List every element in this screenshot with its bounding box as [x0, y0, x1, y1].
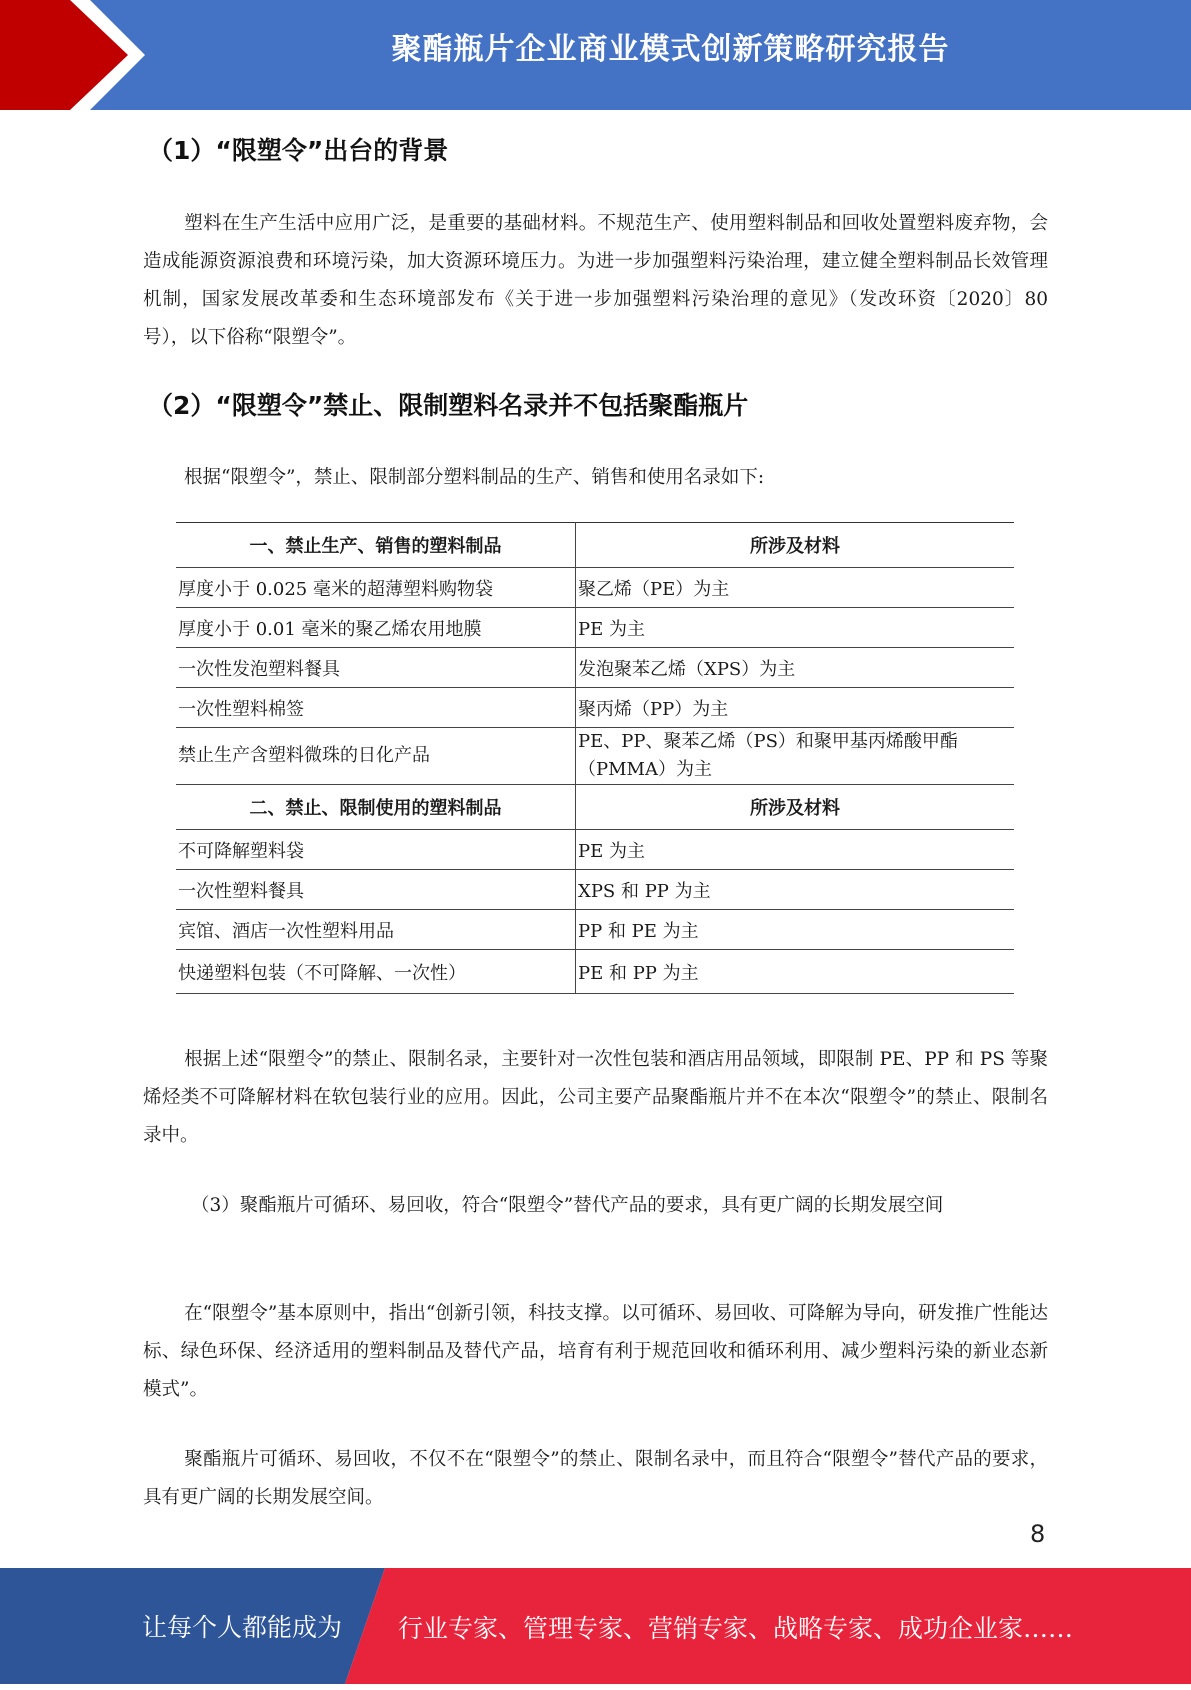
- section2-intro-text: 根据“限塑令”，禁止、限制部分塑料制品的生产、销售和使用名录如下:: [184, 467, 765, 488]
- table-row: [176, 648, 1014, 688]
- table-header-row: [176, 785, 1014, 830]
- report-title: 聚酯瓶片企业商业模式创新策略研究报告: [391, 32, 950, 67]
- footer-slogan-right: 行业专家、管理专家、营销专家、战略专家、成功企业家……: [398, 1614, 1074, 1643]
- table-cell: 厚度小于 0.01 毫米的聚乙烯农用地膜: [176, 608, 576, 648]
- footer-slogan-left: 让每个人都能成为: [142, 1613, 343, 1642]
- analysis-paragraph: [143, 1041, 1048, 1155]
- table-cell: 聚丙烯（PP）为主: [576, 688, 1015, 728]
- table-row: [176, 608, 1014, 648]
- table-cell: PE、PP、聚苯乙烯（PS）和聚甲基丙烯酸甲酯（PMMA）为主: [576, 728, 1015, 785]
- table-cell: 厚度小于 0.025 毫米的超薄塑料购物袋: [176, 568, 576, 608]
- page-number: 8: [1030, 1520, 1046, 1548]
- table-cell: XPS 和 PP 为主: [576, 870, 1015, 910]
- section3-heading-text: （3）聚酯瓶片可循环、易回收，符合“限塑令”替代产品的要求，具有更广阔的长期发展空间: [191, 1195, 944, 1216]
- table-cell: 禁止生产含塑料微珠的日化产品: [176, 728, 576, 785]
- table-cell: 聚乙烯（PE）为主: [576, 568, 1015, 608]
- section1-heading: （1）“限塑令”出台的背景: [148, 136, 449, 165]
- table-cell: PE 为主: [576, 830, 1015, 870]
- table-row: [176, 950, 1014, 994]
- table-row: [176, 830, 1014, 870]
- table-row: [176, 870, 1014, 910]
- section3-heading: [143, 1187, 1048, 1225]
- table-cell: 发泡聚苯乙烯（XPS）为主: [576, 648, 1015, 688]
- section2-intro: [143, 459, 1048, 497]
- section1-paragraph: [143, 205, 1048, 357]
- section3-paragraph2-text: 聚酯瓶片可循环、易回收，不仅不在“限塑令”的禁止、限制名录中，而且符合“限塑令”替代产品的要求，具有更广阔的长期发展空间。: [143, 1449, 1048, 1508]
- plastic-restriction-table: [176, 522, 1014, 994]
- table-cell: 一次性塑料餐具: [176, 870, 576, 910]
- table-cell: PP 和 PE 为主: [576, 910, 1015, 950]
- table-cell: PE 为主: [576, 608, 1015, 648]
- section3-paragraph1-text: 在“限塑令”基本原则中，指出“创新引领，科技支撑。以可循环、易回收、可降解为导向，研发推广性能达标、绿色环保、经济适用的塑料制品及替代产品，培育有利于规范回收和循环利用、减少塑料污染的新业态新模式”。: [143, 1303, 1048, 1400]
- table-row: [176, 910, 1014, 950]
- header-chevron-decoration: [0, 0, 150, 110]
- table-cell: 一次性塑料棉签: [176, 688, 576, 728]
- section1-text: 塑料在生产生活中应用广泛，是重要的基础材料。不规范生产、使用塑料制品和回收处置塑料废弃物，会造成能源资源浪费和环境污染，加大资源环境压力。为进一步加强塑料污染治理，建立健全塑料制品长效管理机制，国家发展改革委和生态环境部发布《关于进一步加强塑料污染治理的意见》（发改环资〔2020〕80 号），以下俗称“限塑令”。: [143, 213, 1048, 348]
- table-cell: 快递塑料包装（不可降解、一次性）: [176, 950, 576, 994]
- section3-paragraph1: [143, 1295, 1048, 1409]
- table-cell: 一次性发泡塑料餐具: [176, 648, 576, 688]
- section2-heading: （2）“限塑令”禁止、限制塑料名录并不包括聚酯瓶片: [148, 391, 749, 420]
- page-footer: [0, 1568, 1191, 1684]
- table-cell: 不可降解塑料袋: [176, 830, 576, 870]
- analysis-text: 根据上述“限塑令”的禁止、限制名录，主要针对一次性包装和酒店用品领域，即限制 PE、PP 和 PS 等聚烯烃类不可降解材料在软包装行业的应用。因此，公司主要产品聚酯瓶片并不在本次“限塑令”的禁止、限制名录中。: [143, 1049, 1048, 1146]
- table-header-cell: 所涉及材料: [576, 523, 1015, 568]
- table-row: [176, 728, 1014, 785]
- table-cell: PE 和 PP 为主: [576, 950, 1015, 994]
- page-header: [0, 0, 1191, 110]
- table-header-cell: 所涉及材料: [576, 785, 1015, 830]
- table-cell: 宾馆、酒店一次性塑料用品: [176, 910, 576, 950]
- table-header-cell: 一、禁止生产、销售的塑料制品: [176, 523, 576, 568]
- table-header-cell: 二、禁止、限制使用的塑料制品: [176, 785, 576, 830]
- table-header-row: [176, 523, 1014, 568]
- section3-paragraph2: [143, 1441, 1048, 1517]
- table-row: [176, 568, 1014, 608]
- table-row: [176, 688, 1014, 728]
